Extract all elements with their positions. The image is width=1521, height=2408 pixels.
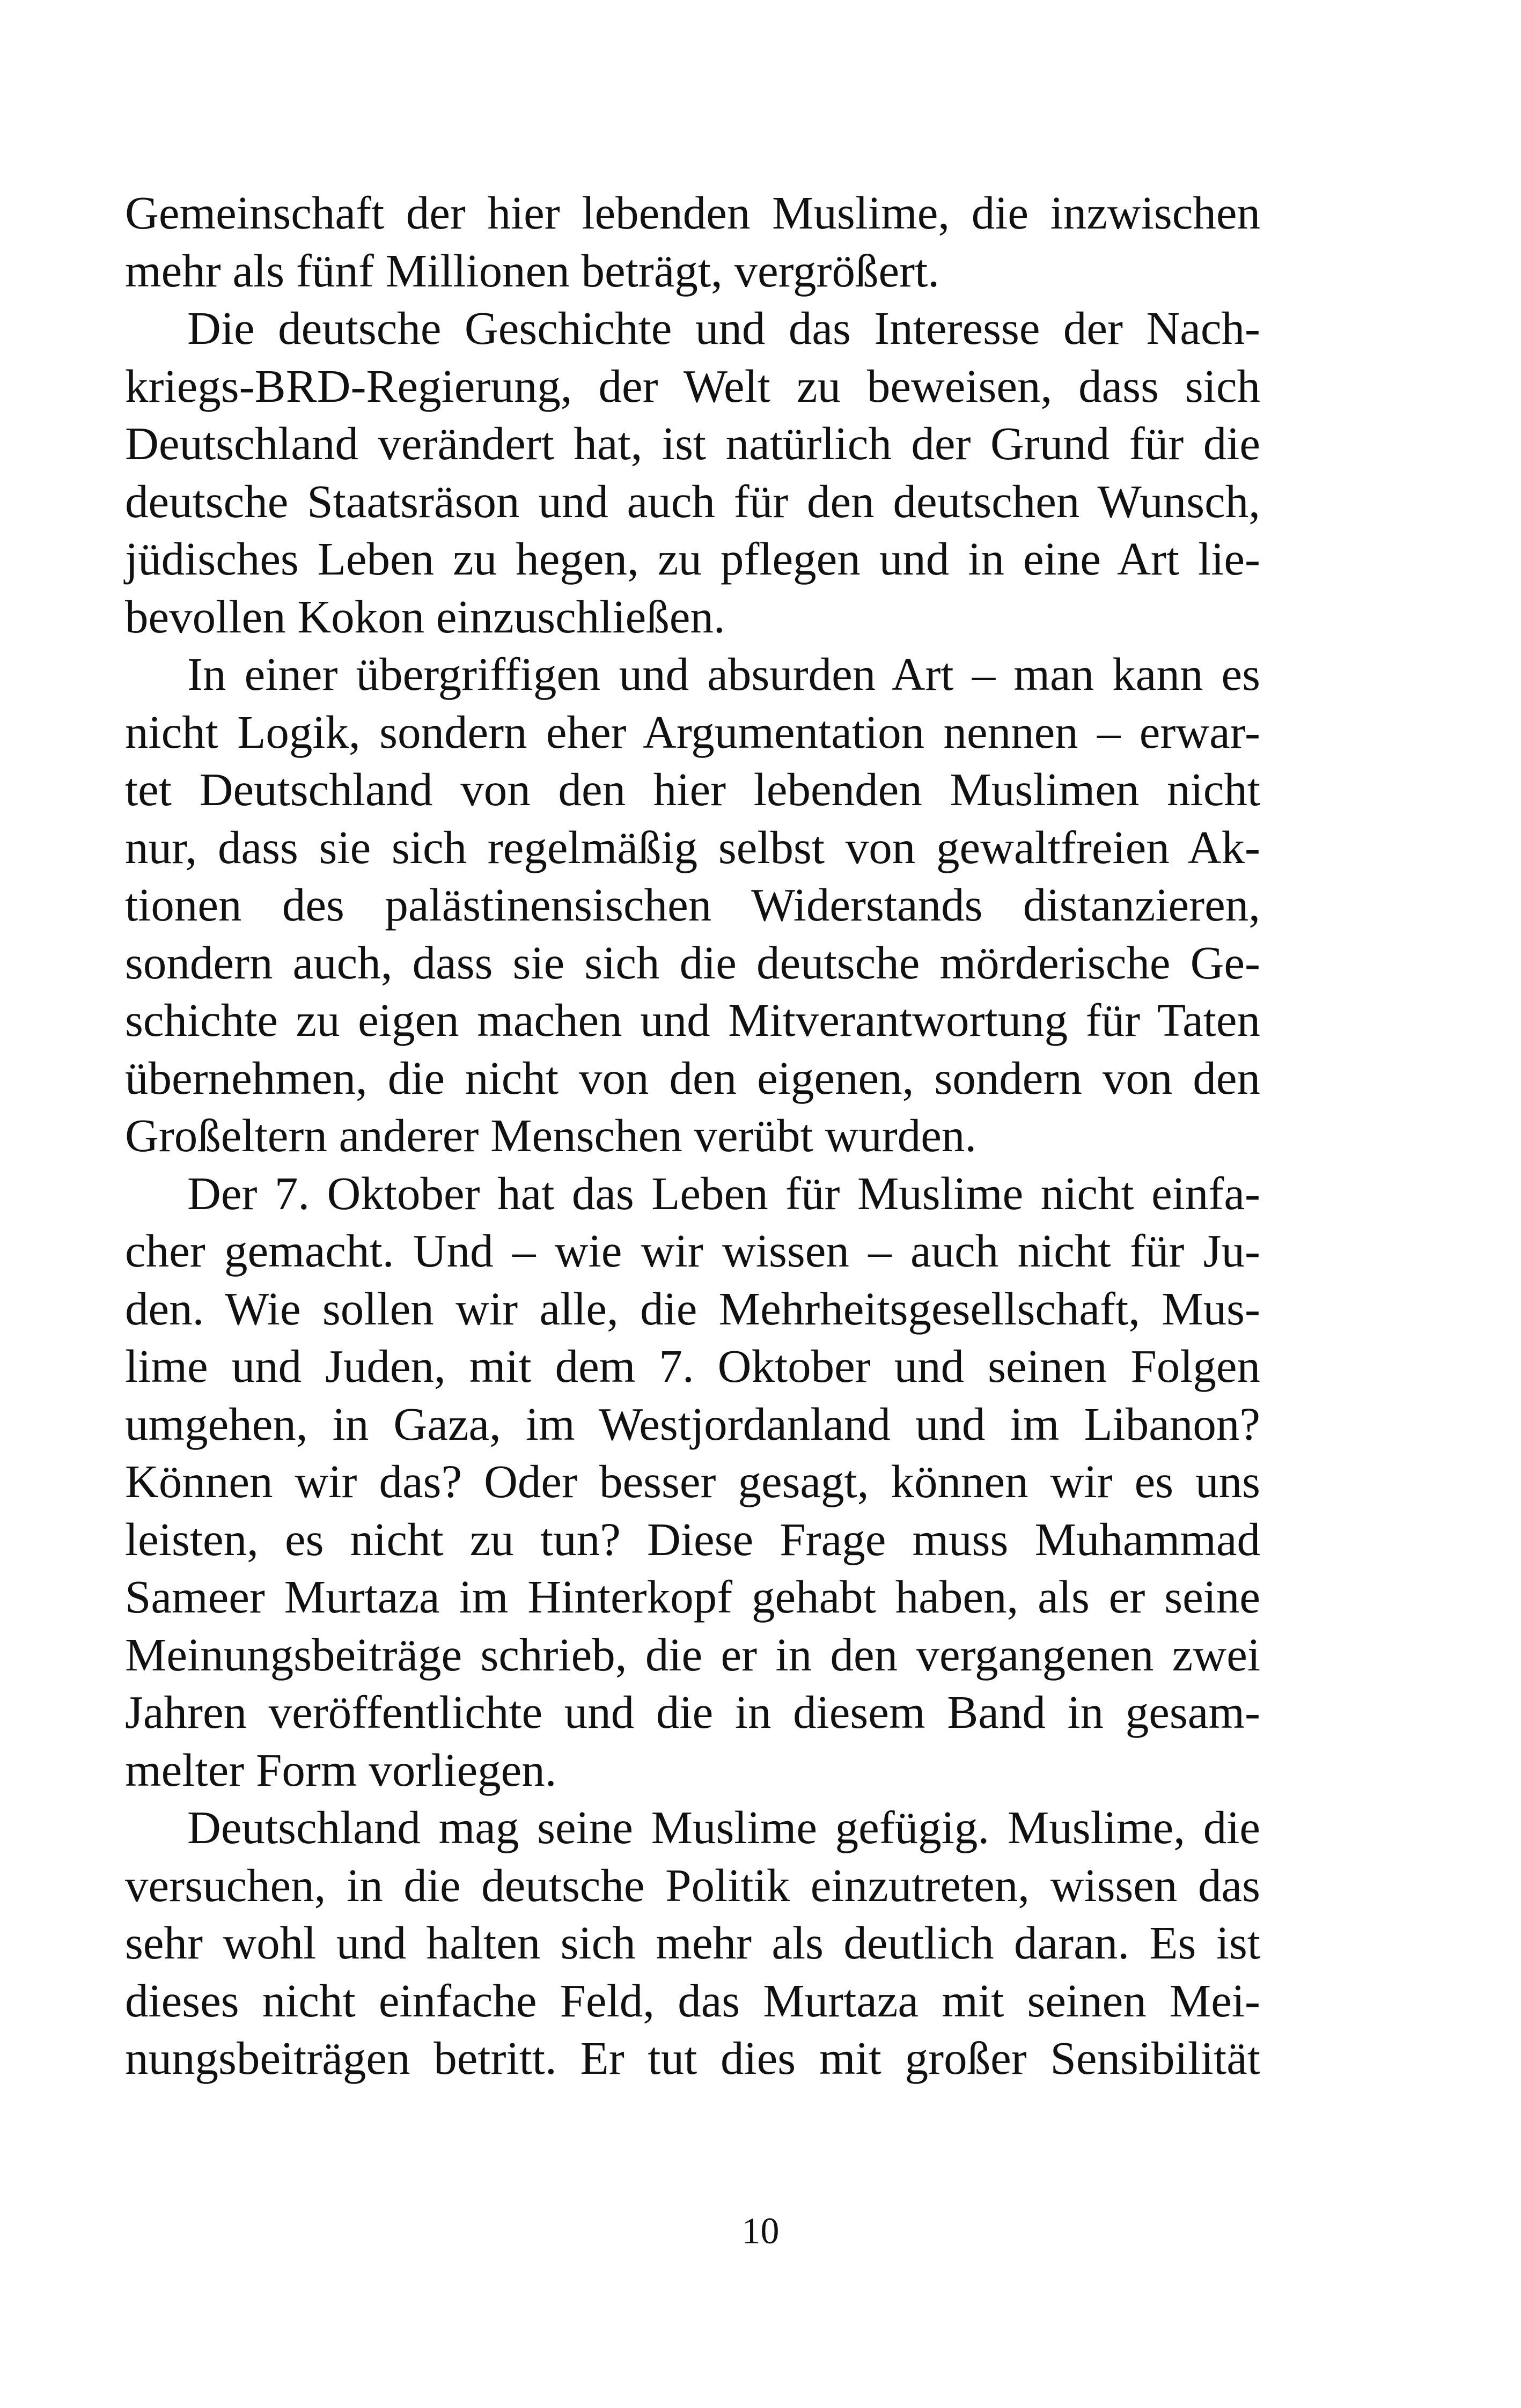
text-line: umgehen, in Gaza, im Westjordanland und im Libanon? — [125, 1397, 1260, 1450]
text-line: dieses nicht einfache Feld, das Murtaza mit seinen Mei- — [125, 1974, 1260, 2027]
text-line: In einer übergriffigen und absurden Art – man kann es — [187, 648, 1260, 700]
text-line: mehr als fünf Millionen beträgt, vergrößert. — [125, 244, 940, 297]
text-line: übernehmen, die nicht von den eigenen, sondern von den — [125, 1051, 1260, 1104]
text-line: sondern auch, dass sie sich die deutsche mörderische Ge- — [125, 936, 1260, 989]
text-line: Der 7. Oktober hat das Leben für Muslime nicht einfa- — [187, 1167, 1260, 1219]
text-line: cher gemacht. Und – wie wir wissen – auch nicht für Ju- — [125, 1225, 1260, 1277]
text-line: nungsbeiträgen betritt. Er tut dies mit großer Sensibilität — [125, 2032, 1260, 2084]
text-line: sehr wohl und halten sich mehr als deutlich daran. Es ist — [125, 1917, 1260, 1969]
text-line: schichte zu eigen machen und Mitverantwortung für Taten — [125, 994, 1260, 1046]
text-line: lime und Juden, mit dem 7. Oktober und seinen Folgen — [125, 1340, 1260, 1392]
text-line: melter Form vorliegen. — [125, 1743, 557, 1796]
text-line: versuchen, in die deutsche Politik einzutreten, wissen das — [125, 1859, 1260, 1911]
text-line: den. Wie sollen wir alle, die Mehrheitsgesellschaft, Mus- — [125, 1282, 1260, 1335]
text-line: kriegs-BRD-Regierung, der Welt zu beweisen, dass sich — [125, 359, 1260, 412]
text-line: leisten, es nicht zu tun? Diese Frage muss Muhammad — [125, 1513, 1260, 1565]
text-line: jüdisches Leben zu hegen, zu pflegen und in eine Art lie- — [125, 533, 1260, 585]
text-line: Jahren veröffentlichte und die in diesem Band in gesam- — [125, 1686, 1260, 1738]
text-line: Können wir das? Oder besser gesagt, können wir es uns — [125, 1455, 1260, 1507]
body-text — [125, 184, 1260, 2087]
text-line: bevollen Kokon einzuschließen. — [125, 590, 725, 643]
text-line: Sameer Murtaza im Hinterkopf gehabt haben, als er seine — [125, 1571, 1260, 1623]
text-line: Deutschland mag seine Muslime gefügig. Muslime, die — [187, 1801, 1260, 1853]
text-line: Deutschland verändert hat, ist natürlich der Grund für die — [125, 417, 1260, 469]
text-line: tionen des palästinensischen Widerstands distanzieren, — [125, 879, 1260, 931]
text-line: deutsche Staatsräson und auch für den deutschen Wunsch, — [125, 475, 1260, 527]
text-line: Gemeinschaft der hier lebenden Muslime, die inzwischen — [125, 187, 1260, 239]
text-line: Die deutsche Geschichte und das Interesse der Nach- — [187, 302, 1260, 354]
text-line: nur, dass sie sich regelmäßig selbst von gewaltfreien Ak- — [125, 821, 1260, 873]
text-line: Meinungsbeiträge schrieb, die er in den vergangenen zwei — [125, 1628, 1260, 1681]
page-number: 10 — [741, 2211, 780, 2252]
text-line: tet Deutschland von den hier lebenden Muslimen nicht — [125, 763, 1260, 815]
text-line: Großeltern anderer Menschen verübt wurden. — [125, 1109, 977, 1161]
text-line: nicht Logik, sondern eher Argumentation nennen – erwar- — [125, 705, 1260, 758]
